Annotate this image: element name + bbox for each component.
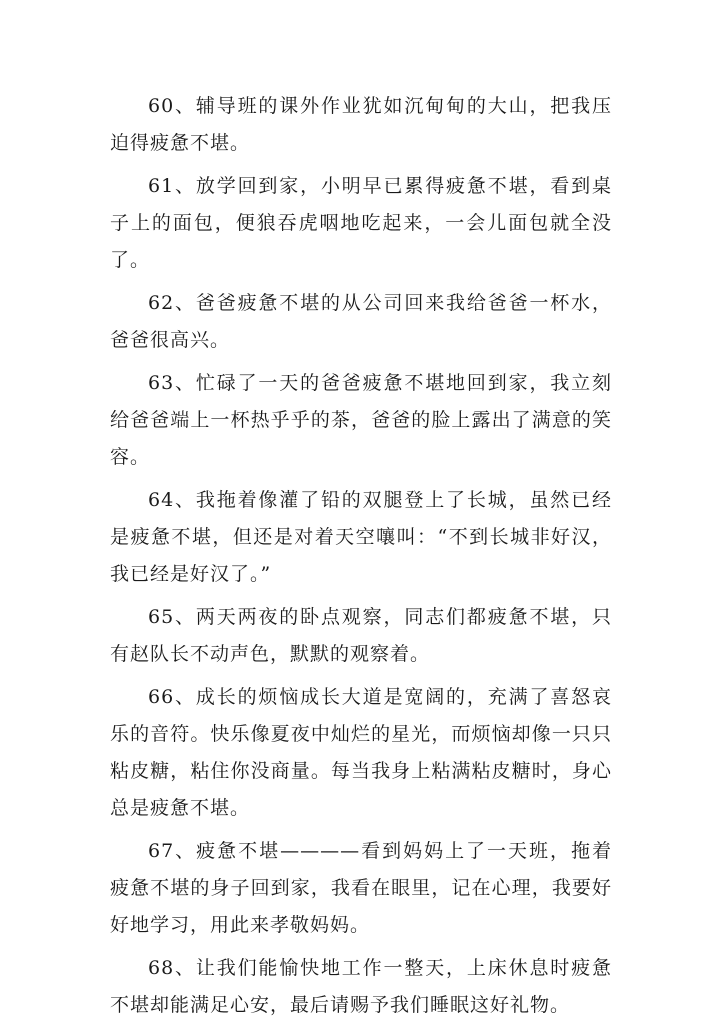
paragraph-62: 62、爸爸疲惫不堪的从公司回来我给爸爸一杯水，爸爸很高兴。 [110,292,612,351]
paragraph-60: 60、辅导班的课外作业犹如沉甸甸的大山，把我压迫得疲惫不堪。 [110,95,612,154]
paragraph-68: 68、让我们能愉快地工作一整天，上床休息时疲惫不堪却能满足心安，最后请赐予我们睡眠这好礼物。 [110,957,612,1016]
paragraph-67: 67、疲惫不堪————看到妈妈上了一天班，拖着疲惫不堪的身子回到家，我看在眼里，记在心理，我要好好地学习，用此来孝敬妈妈。 [110,840,612,936]
paragraph-65: 65、两天两夜的卧点观察，同志们都疲惫不堪，只有赵队长不动声色，默默的观察着。 [110,606,612,665]
paragraph-63: 63、忙碌了一天的爸爸疲惫不堪地回到家，我立刻给爸爸端上一杯热乎乎的茶，爸爸的脸上露出了满意的笑容。 [110,372,612,468]
paragraph-61: 61、放学回到家，小明早已累得疲惫不堪，看到桌子上的面包，便狼吞虎咽地吃起来，一会儿面包就全没了。 [110,175,612,271]
paragraph-66: 66、成长的烦恼成长大道是宽阔的，充满了喜怒哀乐的音符。快乐像夏夜中灿烂的星光，而烦恼却像一只只粘皮糖，粘住你没商量。每当我身上粘满粘皮糖时，身心总是疲惫不堪。 [110,686,612,819]
document-body [110,88,612,1030]
paragraph-64: 64、我拖着像灌了铅的双腿登上了长城，虽然已经是疲惫不堪，但还是对着天空嚷叫：“不到长城非好汉，我已经是好汉了。” [110,489,612,585]
